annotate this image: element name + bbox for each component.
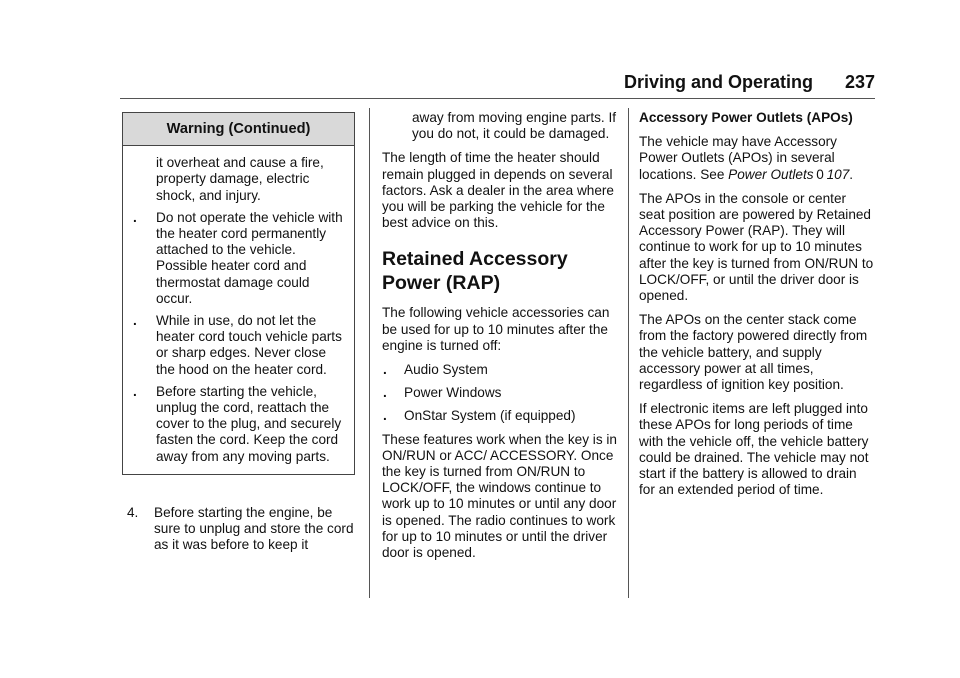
bullet-marker: . [133, 313, 137, 329]
list-item-text: Audio System [404, 362, 488, 378]
paragraph: The length of time the heater should remain plugged in depends on several factors. Ask a dealer in the area where you will be parking the vehicle for the best advice on this. [382, 150, 614, 231]
paragraph: These features work when the key is in ON/RUN or ACC/ ACCESSORY. Once the key is turned from ON/RUN to LOCK/OFF, the windows continue to work up to 10 minutes or until any door is opened. The radio continues to work for up to 10 minutes or until the driver door is opened. [382, 431, 617, 561]
list-item [382, 362, 618, 378]
cross-reference-link[interactable] [728, 167, 849, 182]
warning-bullet [131, 313, 344, 378]
warning-bullet-text: Before starting the vehicle, unplug the cord, reattach the cover to the plug, and securely fasten the cord. Keep the cord away from any moving parts. [156, 383, 342, 464]
warning-continuation: it overheat and cause a fire, property damage, electric shock, and injury. [156, 155, 324, 203]
bullet-marker: . [133, 383, 137, 399]
chapter-title: Driving and Operating [623, 72, 813, 92]
step-continuation: away from moving engine parts. If you do not, it could be damaged. [412, 110, 616, 142]
list-item [382, 385, 618, 401]
warning-bullet-text: While in use, do not let the heater cord touch vehicle parts or sharp edges. Never close the hood on the heater cord. [156, 313, 342, 377]
step-text: Before starting the engine, be sure to unplug and store the cord as it was before to keep it [154, 504, 354, 553]
page-number: 237 [844, 72, 875, 92]
column-divider-1 [369, 108, 370, 598]
bullet-marker: . [383, 385, 387, 401]
list-item-text: Power Windows [404, 385, 502, 401]
column-1 [122, 112, 357, 553]
subsection-heading: Accessory Power Outlets (APOs) [639, 110, 853, 125]
column-3 [639, 110, 875, 506]
paragraph: The following vehicle accessories can be used for up to 10 minutes after the engine is turned off: [382, 305, 610, 353]
step-item [122, 505, 357, 554]
warning-box [122, 112, 355, 475]
page-header [120, 72, 875, 98]
paragraph: If electronic items are left plugged into these APOs for long periods of time with the vehicle off, the vehicle battery could be drained. The vehicle may not start if the battery is allowed to drain for an extended period of time. [639, 401, 869, 498]
bullet-marker: . [383, 408, 387, 424]
section-heading: Retained Accessory Power (RAP) [382, 248, 568, 295]
paragraph: The APOs in the console or center seat position are powered by Retained Accessory Power (RAP). They will continue to work for up to 10 minutes after the key is turned from ON/RUN to LOCK/OFF, or until the driver door is opened. [639, 190, 874, 304]
paragraph-text: The vehicle may have Accessory Power Outlets (APOs) in several locations. See [639, 134, 837, 182]
warning-body [123, 146, 354, 474]
column-divider-2 [628, 108, 629, 598]
warning-bullet [131, 384, 344, 465]
step-number: 4. [127, 504, 139, 520]
header-rule [120, 98, 875, 99]
warning-bullet [131, 210, 344, 307]
bullet-marker: . [133, 209, 137, 225]
column-2 [382, 110, 618, 569]
paragraph [639, 134, 875, 183]
warning-title: Warning (Continued) [123, 113, 354, 146]
bullet-marker: . [383, 362, 387, 378]
cross-reference-page: 107 [826, 166, 850, 182]
page-ref-symbol: 0 [816, 166, 824, 182]
warning-bullet-text: Do not operate the vehicle with the heater cord permanently attached to the vehicle. Possible heater cord and thermostat damage could occur. [156, 209, 343, 306]
paragraph-text: . [849, 166, 854, 182]
list-item [382, 408, 618, 424]
cross-reference-title: Power Outlets [728, 166, 814, 182]
paragraph: The APOs on the center stack come from the factory powered directly from the vehicle battery, and supply accessory power at all times, regardless of ignition key position. [639, 312, 868, 393]
list-item-text: OnStar System (if equipped) [404, 408, 576, 424]
